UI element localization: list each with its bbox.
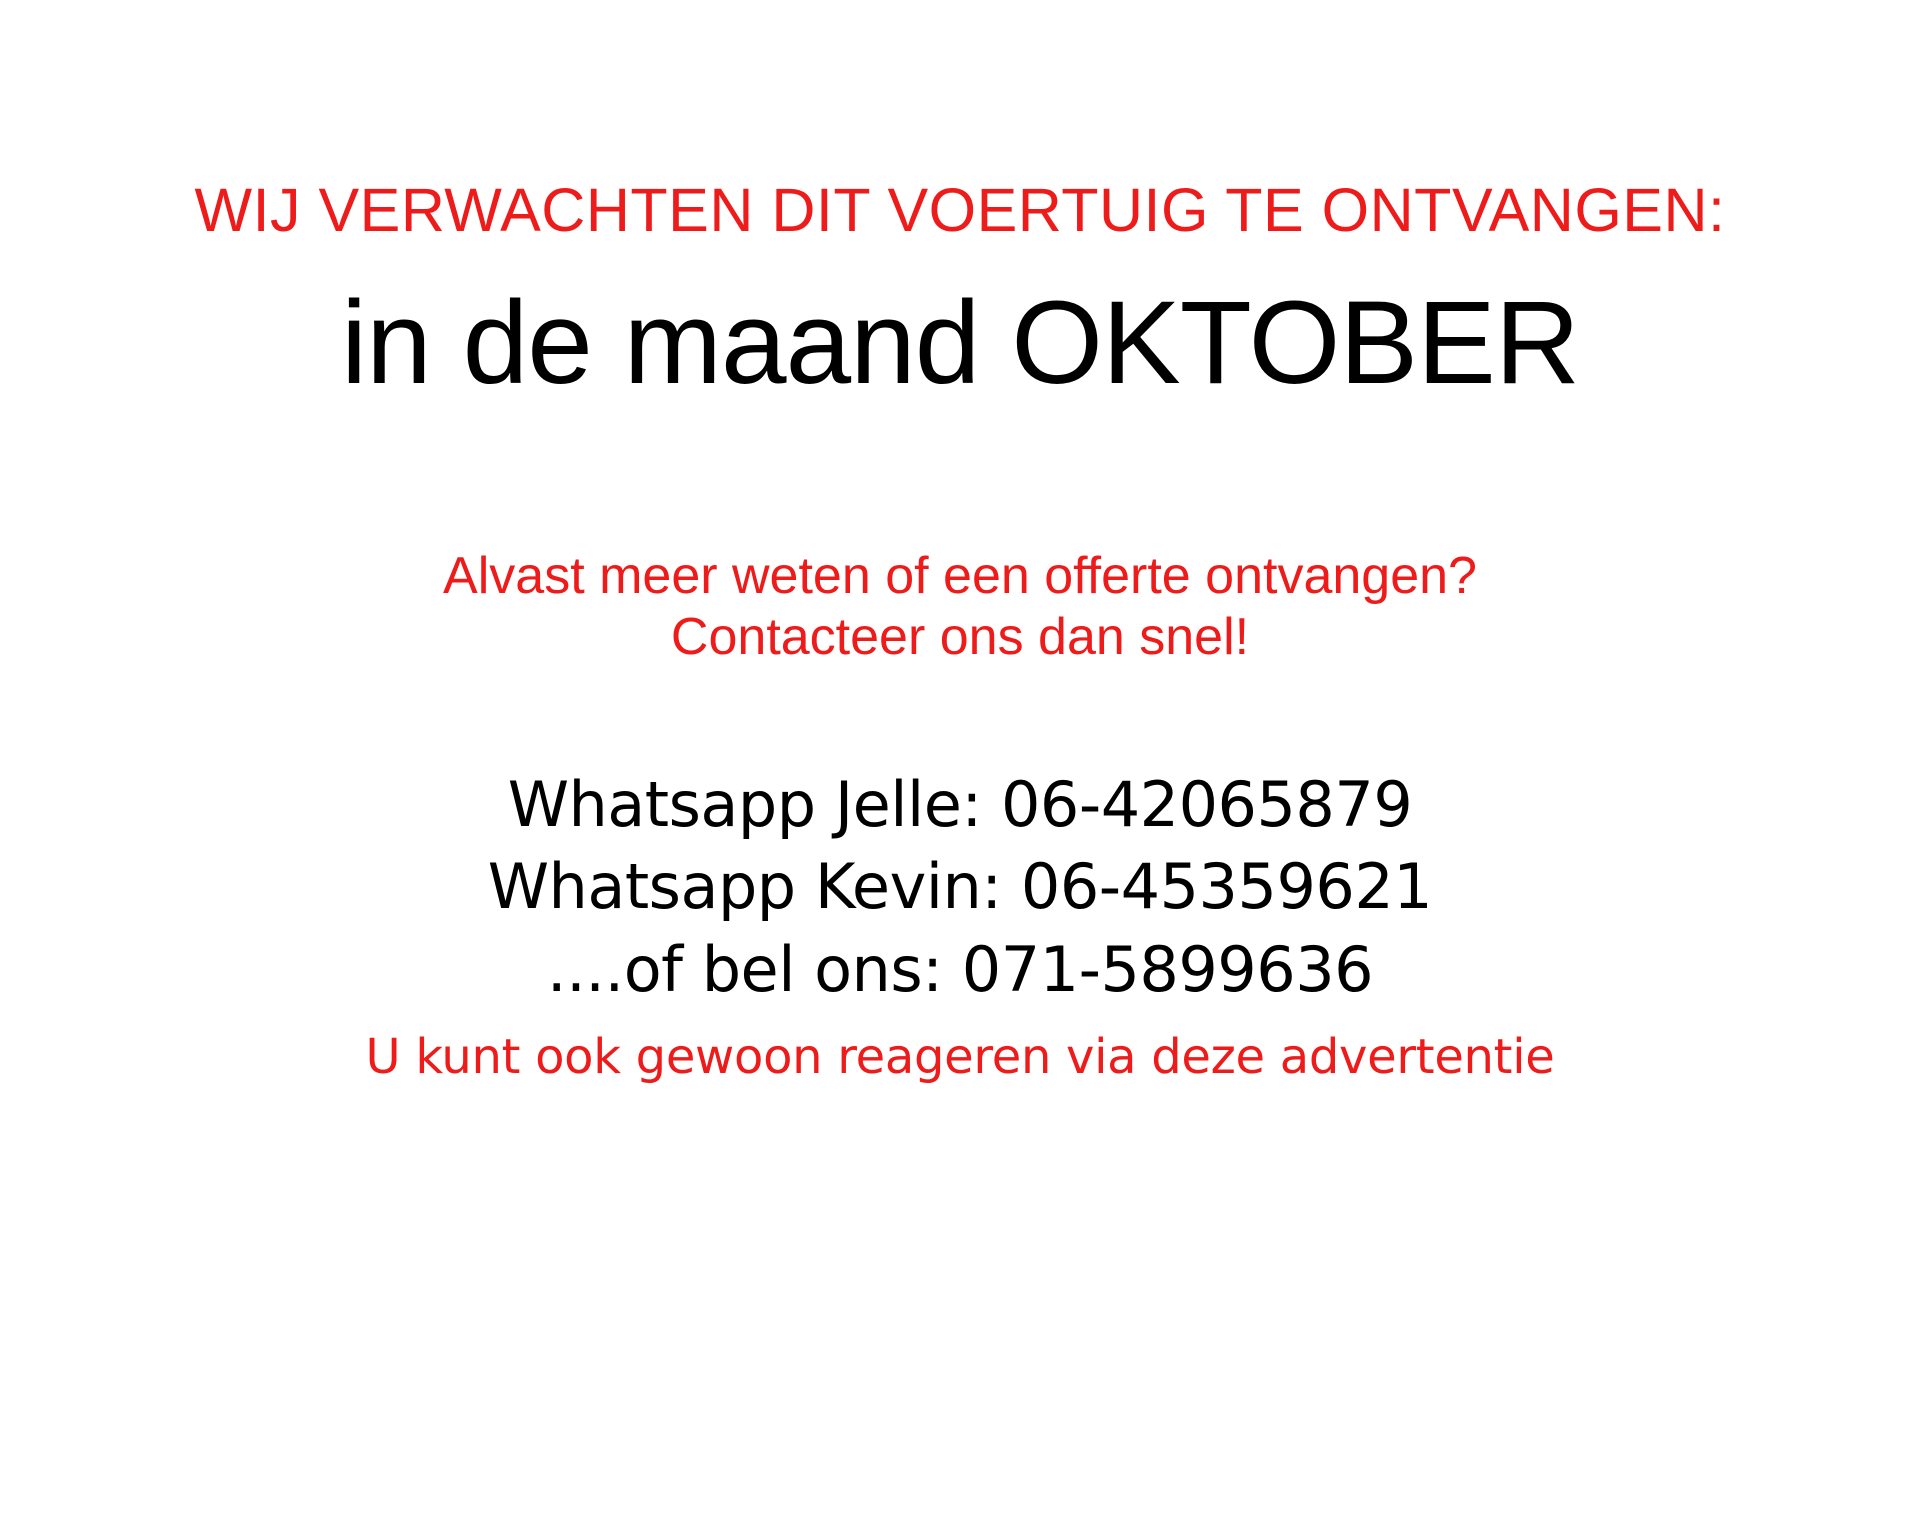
contact-whatsapp-jelle: Whatsapp Jelle: 06-42065879 [507, 767, 1413, 841]
footer-note: U kunt ook gewoon reageren via deze advertentie [365, 1029, 1555, 1086]
contact-whatsapp-kevin: Whatsapp Kevin: 06-45359621 [487, 850, 1433, 924]
page-title: WIJ VERWACHTEN DIT VOERTUIG TE ONTVANGEN: [194, 176, 1726, 244]
poster-canvas [0, 175, 1920, 1533]
subtext-line-2: Contacteer ons dan snel! [670, 608, 1250, 667]
contact-phone: ....of bel ons: 071-5899636 [546, 932, 1374, 1006]
subtext-line-1: Alvast meer weten of een offerte ontvangen? [443, 547, 1477, 605]
contact-block [0, 764, 1920, 1085]
month-heading: in de maand OKTOBER [340, 277, 1580, 409]
subtext-block [0, 546, 1920, 669]
